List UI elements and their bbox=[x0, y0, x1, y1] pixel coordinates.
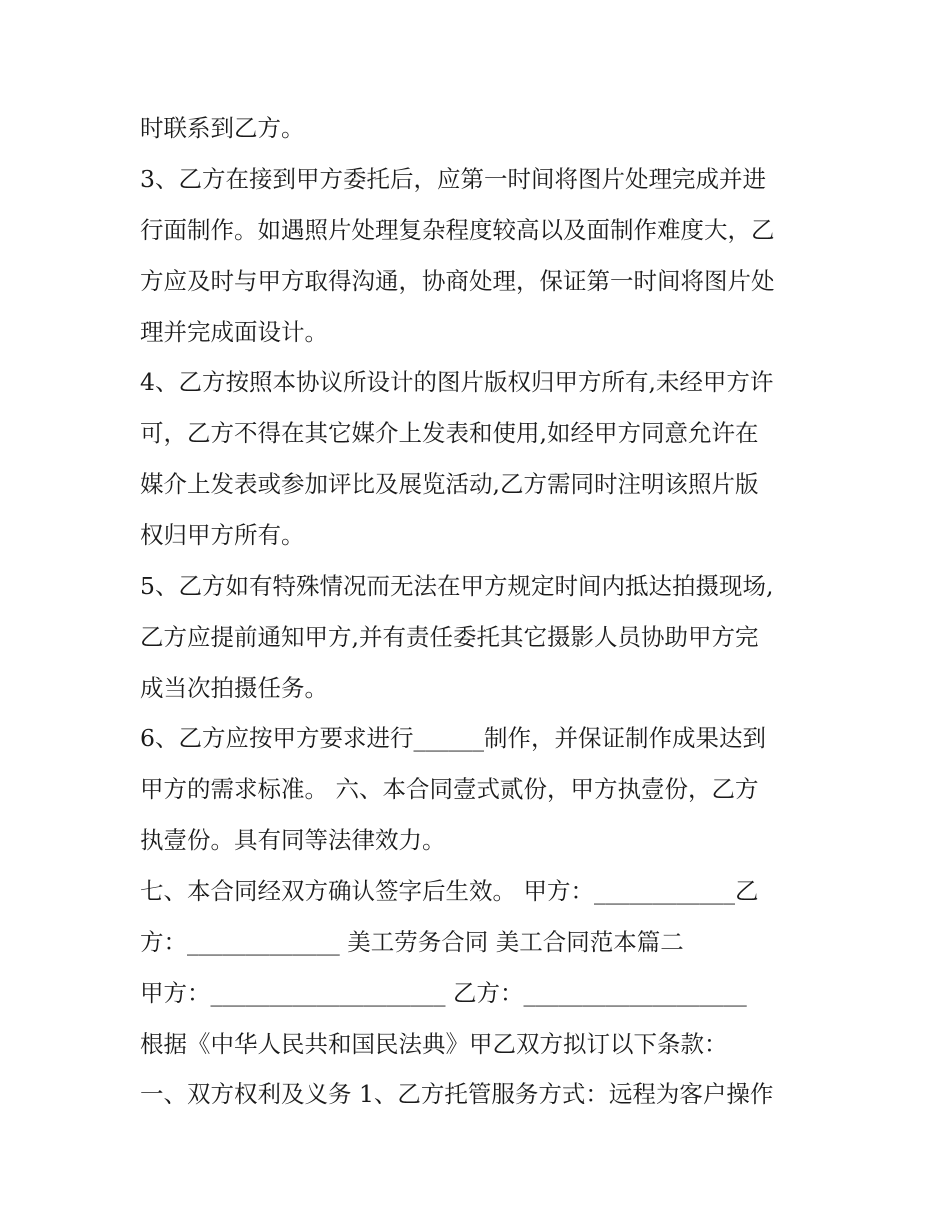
text-line: 执壹份。具有同等法律效力。 bbox=[140, 826, 446, 854]
text-line: 时联系到乙方。 bbox=[140, 114, 305, 142]
text-line: 4、乙方按照本协议所设计的图片版权归甲方所有,未经甲方许 bbox=[140, 368, 774, 396]
text-line: 甲方的需求标准。 六、本合同壹式贰份，甲方执壹份，乙方 bbox=[140, 775, 759, 803]
text-line: 权归甲方所有。 bbox=[140, 521, 305, 549]
text-line: 根据《中华人民共和国民法典》甲乙双方拟订以下条款： bbox=[140, 1030, 728, 1058]
text-line: 理并完成面设计。 bbox=[140, 318, 328, 346]
text-line: 乙方应提前通知甲方,并有责任委托其它摄影人员协助甲方完 bbox=[140, 623, 759, 651]
text-line: 行面制作。如遇照片处理复杂程度较高以及面制作难度大，乙 bbox=[140, 216, 775, 244]
text-line: 5、乙方如有特殊情况而无法在甲方规定时间内抵达拍摄现场, bbox=[140, 572, 774, 600]
text-line: 6、乙方应按甲方要求进行______制作，并保证制作成果达到 bbox=[140, 724, 766, 752]
text-line: 可，乙方不得在其它媒介上发表和使用,如经甲方同意允许在 bbox=[140, 419, 759, 447]
text-line: 成当次拍摄任务。 bbox=[140, 674, 328, 702]
text-line: 3、乙方在接到甲方委托后，应第一时间将图片处理完成并进 bbox=[140, 165, 766, 193]
text-line: 媒介上发表或参加评比及展览活动,乙方需同时注明该照片版 bbox=[140, 470, 759, 498]
text-line: 七、本合同经双方确认签字后生效。 甲方：____________乙 bbox=[140, 877, 759, 905]
text-line: 一、双方权利及义务 1、乙方托管服务方式：远程为客户操作 bbox=[140, 1080, 774, 1108]
text-line: 甲方：____________________ 乙方：___________________ bbox=[140, 979, 747, 1007]
text-line: 方应及时与甲方取得沟通，协商处理，保证第一时间将图片处 bbox=[140, 267, 775, 295]
text-line: 方：_____________ 美工劳务合同 美工合同范本篇二 bbox=[140, 928, 684, 956]
